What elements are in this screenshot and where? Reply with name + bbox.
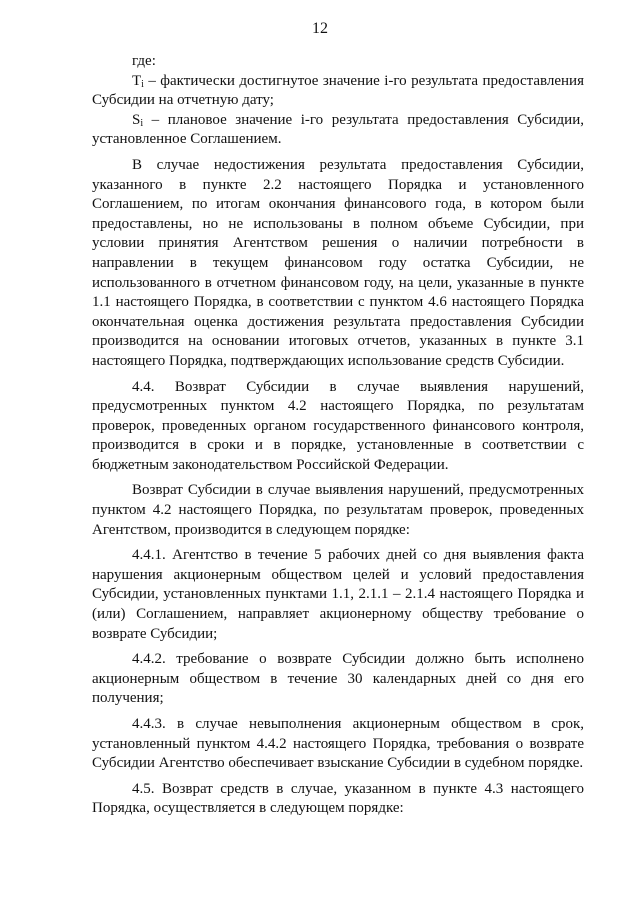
t-subscript: i bbox=[141, 78, 144, 90]
paragraph-si-definition: $S_i$ – плановое значение i-го результата предоставления Субсидии, установленное Соглашением. bbox=[92, 111, 584, 148]
page-number: 12 bbox=[312, 20, 328, 37]
si-definition-text: – плановое значение i-го результата предоставления Субсидии, установленное Соглашением. bbox=[92, 111, 584, 148]
s-subscript: i bbox=[140, 117, 144, 129]
paragraph-ti-definition: $Т_i$ – фактически достигнутое значение i-го результата предоставления Субсидии на отчетную дату; bbox=[92, 72, 584, 109]
document-body bbox=[92, 52, 584, 819]
ti-definition-text: – фактически достигнутое значение i-го результата предоставления Субсидии на отчетную дату; bbox=[92, 72, 584, 109]
paragraph-4-5: 4.5. Возврат средств в случае, указанном в пункте 4.3 настоящего Порядка, осуществляется в следующем порядке: bbox=[92, 780, 584, 817]
paragraph-4-4-3: 4.4.3. в случае невыполнения акционерным обществом в срок, установленный пунктом 4.4.2 настоящего Порядка, требования о возврате Субсидии Агентство обеспечивает взыскание Субсидии в судебном порядке. bbox=[92, 716, 584, 772]
paragraph-non-achievement: В случае недостижения результата предоставления Субсидии, указанного в пункте 2.2 настоящего Порядка и установленного Соглашением, по итогам окончания финансового года, в котором были предоставлены, но не использованы в полном объеме Субсидии, при условии принятия Агентством решения о наличии потребности в направлении в текущем финансовом году остатка Субсидии, не использованного в отчетном финансовом году, на цели, указанные в пункте 1.1 настоящего Порядка, в соответствии с пунктом 4.6 настоящего Порядка окончательная оценка достижения результата предоставления Субсидии производится на основании итоговых отчетов, указанных в пункте 3.1 настоящего Порядка, подтверждающих использование средств Субсидии. bbox=[92, 156, 584, 369]
paragraph-4-4: 4.4. Возврат Субсидии в случае выявления нарушений, предусмотренных пунктом 4.2 настоящего Порядка, по результатам проверок, проведенных органом государственного финансового контроля, производится в сроки и в порядке, установленные в соответствии с бюджетным законодательством Российской Федерации. bbox=[92, 378, 584, 473]
paragraph-return-procedure: Возврат Субсидии в случае выявления нарушений, предусмотренных пунктом 4.2 настоящего Порядка, по результатам проверок, проведенных Агентством, производится в следующем порядке: bbox=[92, 482, 584, 538]
paragraph-4-4-1: 4.4.1. Агентство в течение 5 рабочих дней со дня выявления факта нарушения акционерным обществом целей и условий предоставления Субсидии, установленных пунктами 1.1, 2.1.1 – 2.1.4 настоящего Порядка и (или) Соглашением, направляет акционерному обществу требование о возврате Субсидии; bbox=[92, 547, 584, 642]
paragraph-where: где: bbox=[132, 53, 156, 69]
paragraph-4-4-2: 4.4.2. требование о возврате Субсидии должно быть исполнено акционерным обществом в течение 30 календарных дней со дня его получения; bbox=[92, 651, 584, 707]
